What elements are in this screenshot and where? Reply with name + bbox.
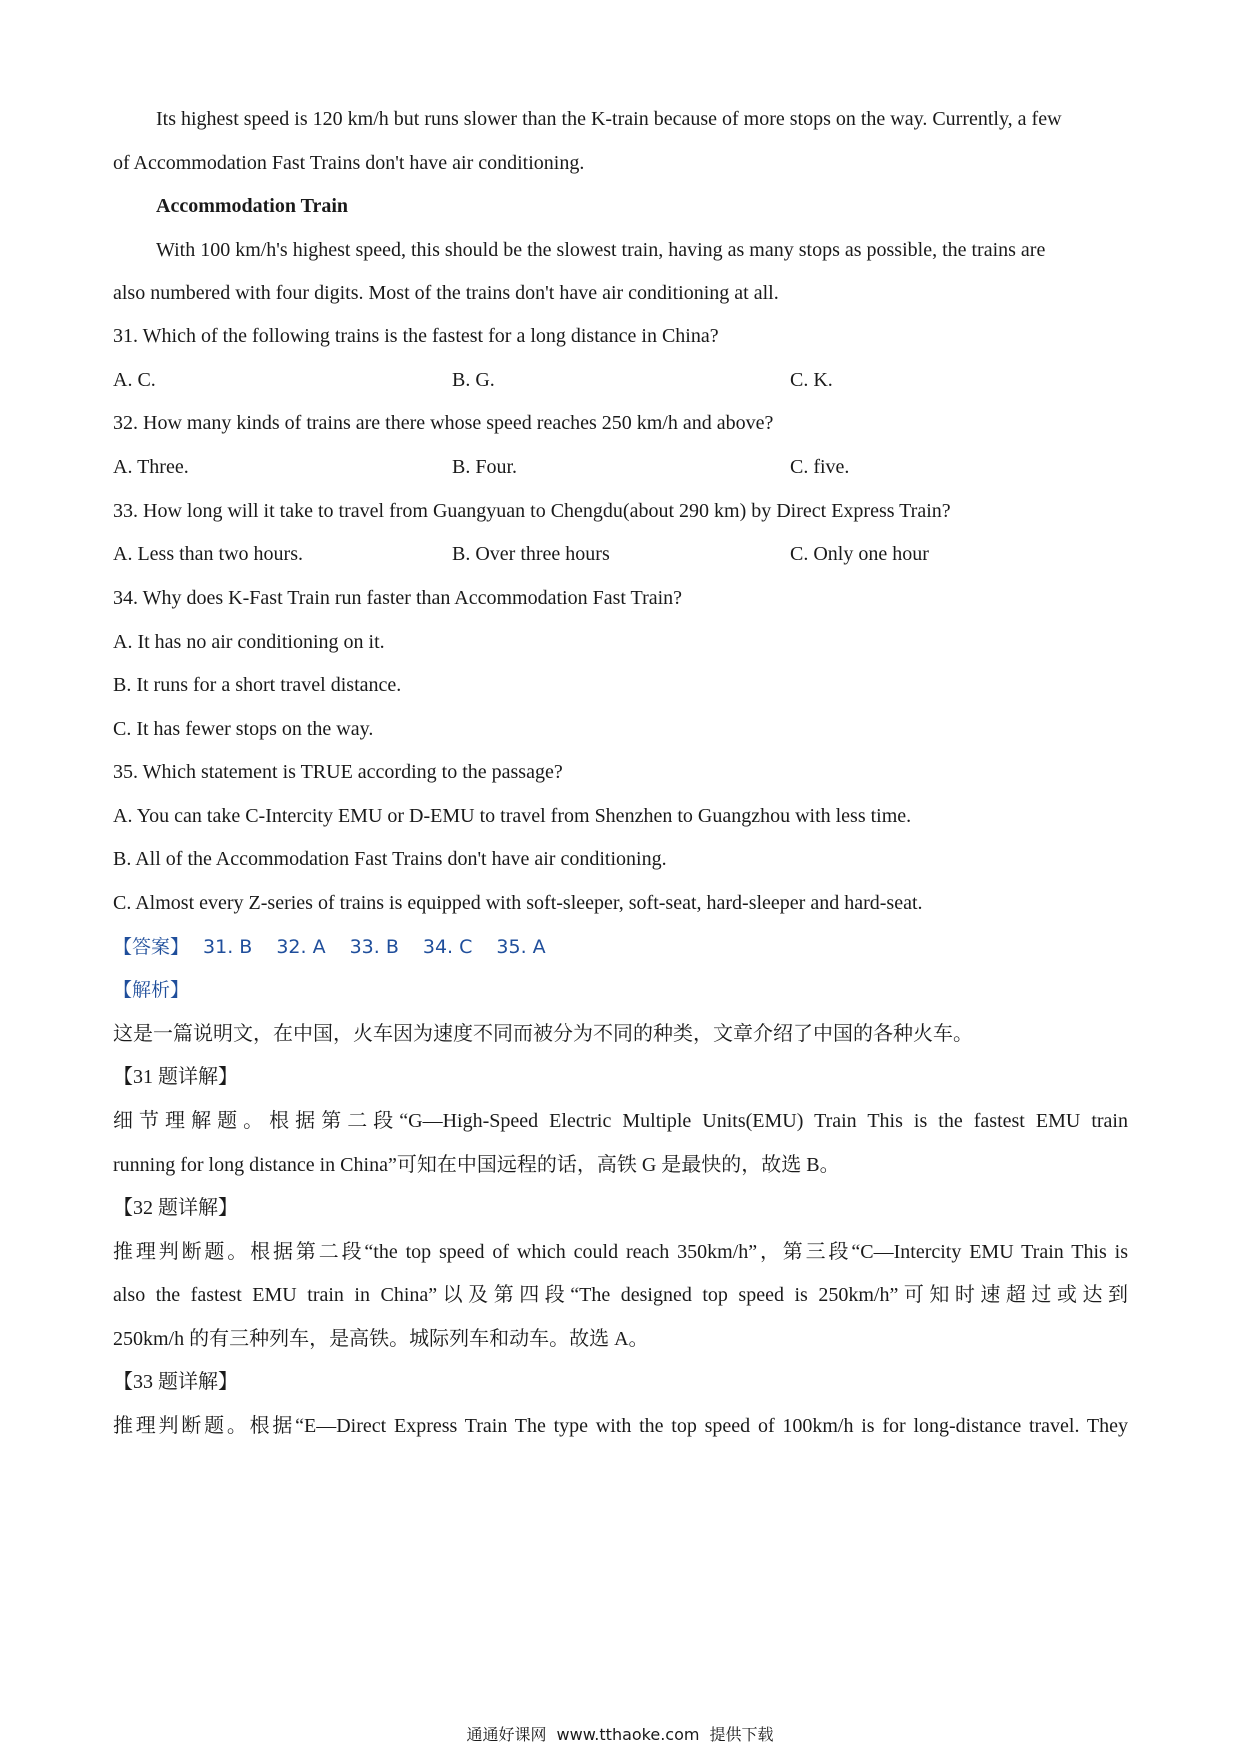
question-31-option-b: B. G.: [452, 369, 495, 391]
question-31-option-a: A. C.: [113, 369, 156, 391]
question-32-option-b: B. Four.: [452, 456, 518, 478]
passage-p1-line1: Its highest speed is 120 km/h but runs slower than the K-train because of more stops on the way. Currently, a few: [156, 108, 1062, 130]
q32-detail-line3: 250km/h 的有三种列车，是高铁。城际列车和动车。故选 A。: [113, 1328, 649, 1350]
question-32-option-a: A. Three.: [113, 456, 189, 478]
q33-detail-heading: 【33 题详解】: [113, 1371, 238, 1393]
answer-item: 33. B: [349, 936, 399, 958]
q33-detail-line1: 推理判断题。根据“E—Direct Express Train The type with the top speed of 100km/h is for long-distance travel. They: [113, 1415, 1128, 1437]
question-31-option-c: C. K.: [790, 369, 833, 391]
question-34-option-a: A. It has no air conditioning on it.: [113, 631, 385, 653]
q31-detail-heading: 【31 题详解】: [113, 1066, 238, 1088]
question-34-stem: 34. Why does K-Fast Train run faster than Accommodation Fast Train?: [113, 587, 683, 609]
q31-detail-line1: 细节理解题。根据第二段“G—High-Speed Electric Multiple Units(EMU) Train This is the fastest EMU train: [113, 1110, 1128, 1132]
question-35-stem: 35. Which statement is TRUE according to the passage?: [113, 761, 563, 783]
question-34-option-b: B. It runs for a short travel distance.: [113, 674, 402, 696]
answer-item: 32. A: [276, 936, 326, 958]
answer-label: 【答案】: [113, 936, 190, 958]
answer-item: 35. A: [496, 936, 546, 958]
question-33-option-a: A. Less than two hours.: [113, 543, 303, 565]
analysis-label: 【解析】: [113, 979, 190, 1001]
question-32-stem: 32. How many kinds of trains are there whose speed reaches 250 km/h and above?: [113, 412, 774, 434]
section-heading: Accommodation Train: [156, 195, 349, 217]
footer-tagline: 提供下载: [709, 1725, 774, 1744]
q32-detail-heading: 【32 题详解】: [113, 1197, 238, 1219]
question-35-option-a: A. You can take C-Intercity EMU or D-EMU to travel from Shenzhen to Guangzhou with less time.: [113, 805, 912, 827]
passage-p2-line1: With 100 km/h's highest speed, this should be the slowest train, having as many stops as possible, the trains are: [156, 239, 1046, 261]
question-33-stem: 33. How long will it take to travel from Guangyuan to Chengdu(about 290 km) by Direct Express Train?: [113, 500, 951, 522]
passage-p2-line2: also numbered with four digits. Most of the trains don't have air conditioning at all.: [113, 282, 779, 304]
question-31-stem: 31. Which of the following trains is the fastest for a long distance in China?: [113, 325, 719, 347]
answer-item: 34. C: [422, 936, 473, 958]
analysis-summary: 这是一篇说明文，在中国，火车因为速度不同而被分为不同的种类，文章介绍了中国的各种火车。: [113, 1023, 973, 1045]
q31-detail-line2: running for long distance in China”可知在中国远程的话，高铁 G 是最快的，故选 B。: [113, 1154, 840, 1176]
answer-item: 31. B: [203, 936, 253, 958]
answer-key: [113, 933, 1128, 961]
question-32-option-c: C. five.: [790, 456, 850, 478]
footer-url[interactable]: www.tthaoke.com: [556, 1725, 700, 1744]
q32-detail-line2: also the fastest EMU train in China”以及第四段“The designed top speed is 250km/h”可知时速超过或达到: [113, 1284, 1128, 1306]
question-35-option-c: C. Almost every Z-series of trains is equipped with soft-sleeper, soft-seat, hard-sleeper and hard-seat.: [113, 892, 923, 914]
question-35-option-b: B. All of the Accommodation Fast Trains don't have air conditioning.: [113, 848, 667, 870]
question-34-option-c: C. It has fewer stops on the way.: [113, 718, 374, 740]
question-33-option-b: B. Over three hours: [452, 543, 610, 565]
page-footer: [0, 1724, 1240, 1746]
q32-detail-line1: 推理判断题。根据第二段“the top speed of which could reach 350km/h”，第三段“C—Intercity EMU Train This is: [113, 1241, 1128, 1263]
question-33-option-c: C. Only one hour: [790, 543, 929, 565]
footer-site-name: 通通好课网: [466, 1725, 547, 1744]
passage-p1-line2: of Accommodation Fast Trains don't have air conditioning.: [113, 152, 585, 174]
